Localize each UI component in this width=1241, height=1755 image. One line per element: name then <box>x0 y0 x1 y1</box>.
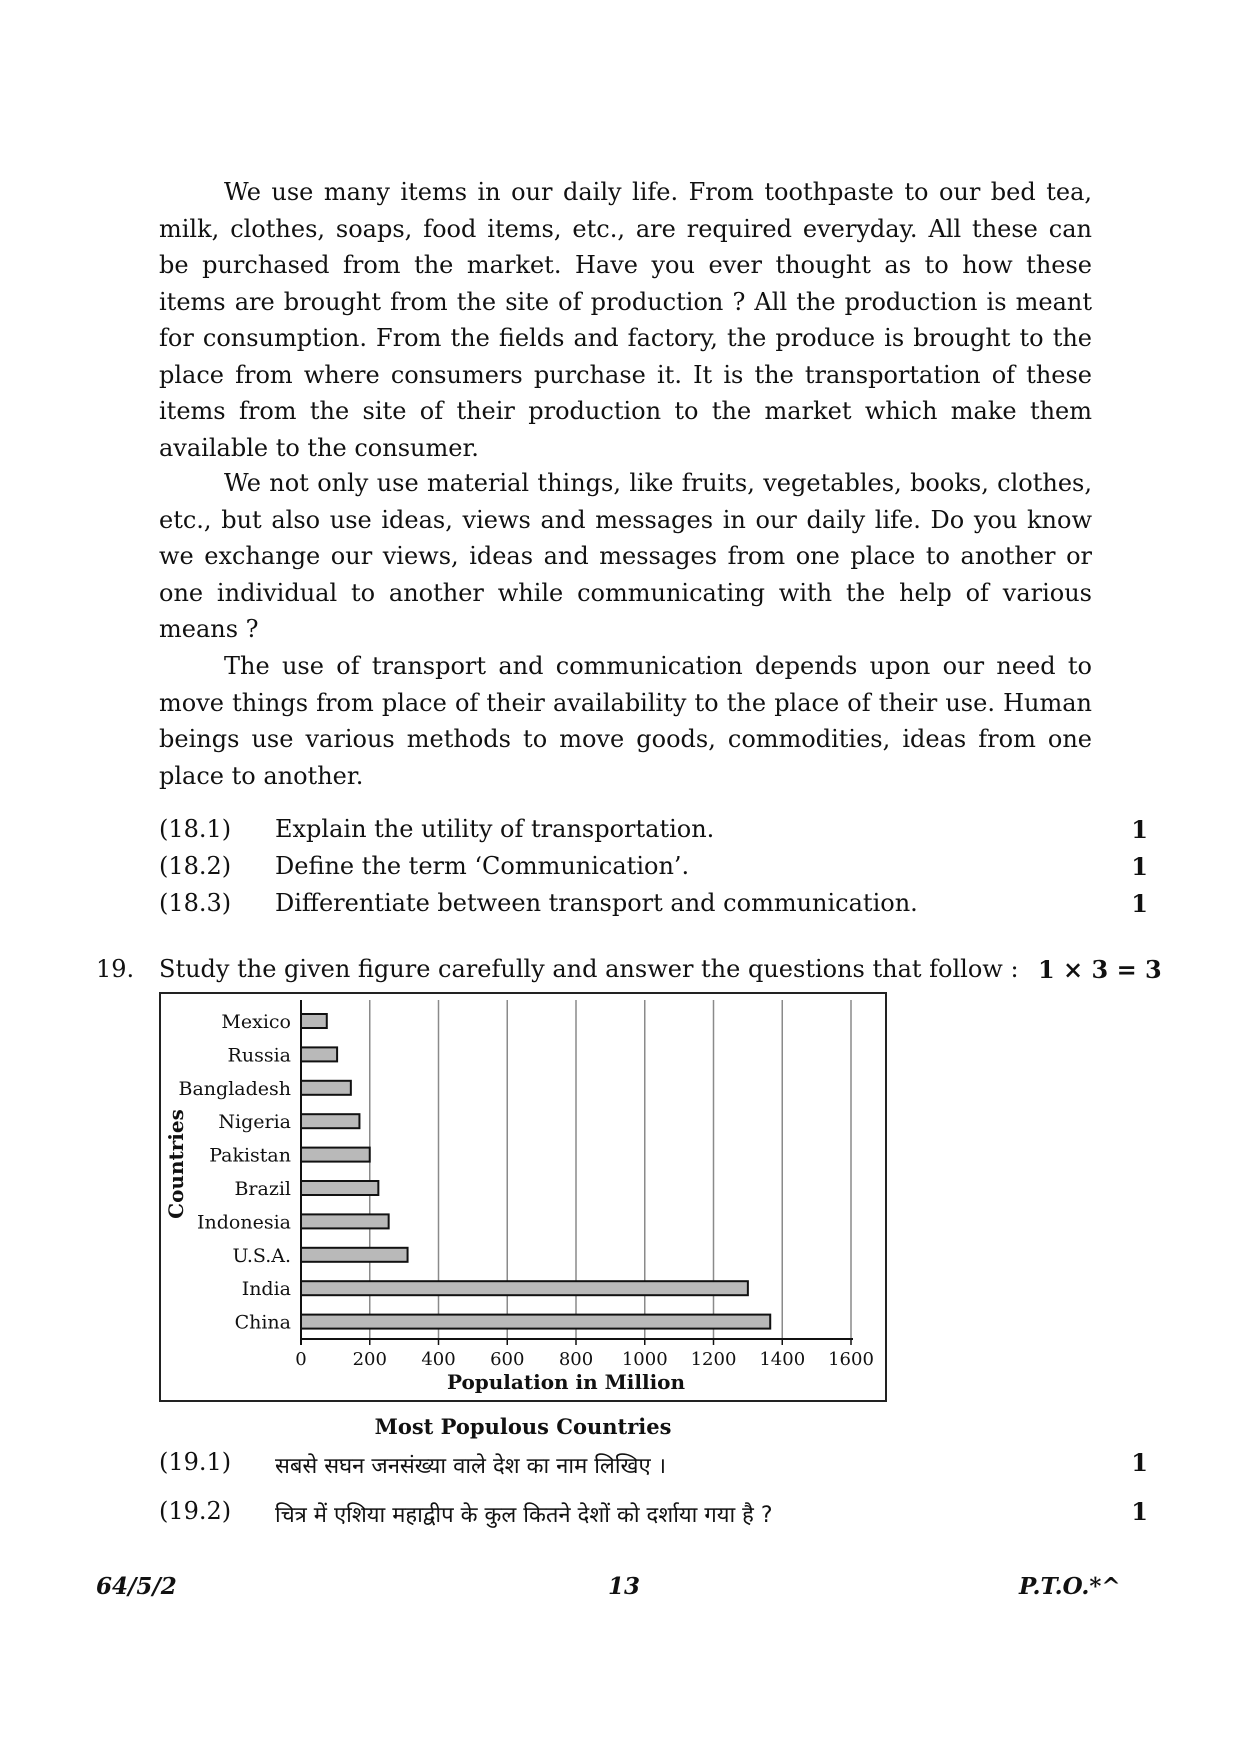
x-tick-label: 800 <box>558 1349 594 1370</box>
category-label: Mexico <box>221 1011 291 1033</box>
passage-paragraph-3: The use of transport and communication depends upon our need to move things from place of their availability to the place of their use. Human beings use various methods to move goods, commodities, ideas from one place to another. <box>159 652 1092 790</box>
page-number: 13 <box>608 1573 641 1600</box>
x-axis-title: Population in Million <box>446 1370 686 1394</box>
category-label: India <box>241 1278 291 1301</box>
chart-caption: Most Populous Countries <box>374 1414 672 1439</box>
category-label: China <box>234 1311 291 1334</box>
bar-india <box>301 1281 748 1295</box>
question-marks: 1 <box>1131 1448 1148 1477</box>
x-tick-label: 0 <box>295 1349 307 1370</box>
x-tick-label: 200 <box>352 1349 387 1370</box>
bar-u-s-a <box>301 1248 408 1262</box>
question-text: चित्र में एशिया महाद्वीप के कुल कितने देशों को दर्शाया गया है ? <box>275 1503 773 1528</box>
bar-pakistan <box>301 1148 370 1162</box>
x-tick-label: 1600 <box>828 1349 874 1370</box>
question-text: Study the given figure carefully and answer the questions that follow : <box>159 955 1019 983</box>
bar-china <box>301 1315 770 1329</box>
question-marks: 1 <box>1131 889 1148 918</box>
question-number: (18.2) <box>159 852 232 880</box>
question-number: (18.1) <box>159 815 232 843</box>
question-text: Differentiate between transport and communication. <box>275 889 918 917</box>
question-text: सबसे सघन जनसंख्या वाले देश का नाम लिखिए । <box>275 1454 667 1479</box>
bar-nigeria <box>301 1114 359 1128</box>
question-text: Define the term ‘Communication’. <box>275 852 690 880</box>
category-label: Nigeria <box>218 1111 291 1134</box>
bar-brazil <box>301 1181 378 1195</box>
x-tick-label: 600 <box>490 1349 525 1370</box>
category-label: Brazil <box>234 1178 291 1200</box>
bar-mexico <box>301 1014 327 1028</box>
population-bar-chart <box>159 992 887 1402</box>
question-number: (19.2) <box>159 1497 232 1525</box>
x-tick-label: 1200 <box>690 1349 737 1370</box>
question-marks: 1 <box>1131 1497 1148 1526</box>
question-marks: 1 <box>1131 815 1148 844</box>
bar-bangladesh <box>301 1081 351 1095</box>
category-label: Pakistan <box>209 1144 291 1167</box>
question-marks: 1 × 3 = 3 <box>1038 955 1162 984</box>
category-label: Bangladesh <box>178 1077 291 1100</box>
question-text: Explain the utility of transportation. <box>275 815 715 843</box>
question-number: 19. <box>96 955 135 983</box>
passage-paragraph-2: We not only use material things, like fruits, vegetables, books, clothes, etc., but also use ideas, views and messages in our daily life. Do you know we exchange our views, ideas and messages from one place to another or one individual to another while communicating with the help of various means ? <box>159 469 1092 643</box>
pto-label: P.T.O.*^ <box>1019 1573 1121 1600</box>
bar-russia <box>301 1047 337 1061</box>
category-label: Russia <box>227 1044 291 1067</box>
paper-code: 64/5/2 <box>96 1573 177 1600</box>
question-number: (18.3) <box>159 889 232 917</box>
x-tick-label: 1400 <box>759 1349 806 1370</box>
question-number: (19.1) <box>159 1448 232 1476</box>
x-tick-label: 400 <box>421 1349 456 1370</box>
y-axis-title: Countries <box>164 1109 188 1219</box>
category-label: Indonesia <box>197 1211 291 1234</box>
question-marks: 1 <box>1131 852 1148 881</box>
passage-paragraph-1: We use many items in our daily life. From toothpaste to our bed tea, milk, clothes, soaps, food items, etc., are required everyday. All these can be purchased from the market. Have you ever thought as to how these items are brought from the site of production ? All the production is meant for consumption. From the fields and factory, the produce is brought to the place from where consumers purchase it. It is the transportation of these items from the site of their production to the market which make them available to the consumer. <box>159 178 1092 462</box>
category-label: U.S.A. <box>232 1244 291 1267</box>
chart-canvas <box>161 994 885 1400</box>
x-tick-label: 1000 <box>621 1349 668 1370</box>
bar-indonesia <box>301 1214 389 1228</box>
